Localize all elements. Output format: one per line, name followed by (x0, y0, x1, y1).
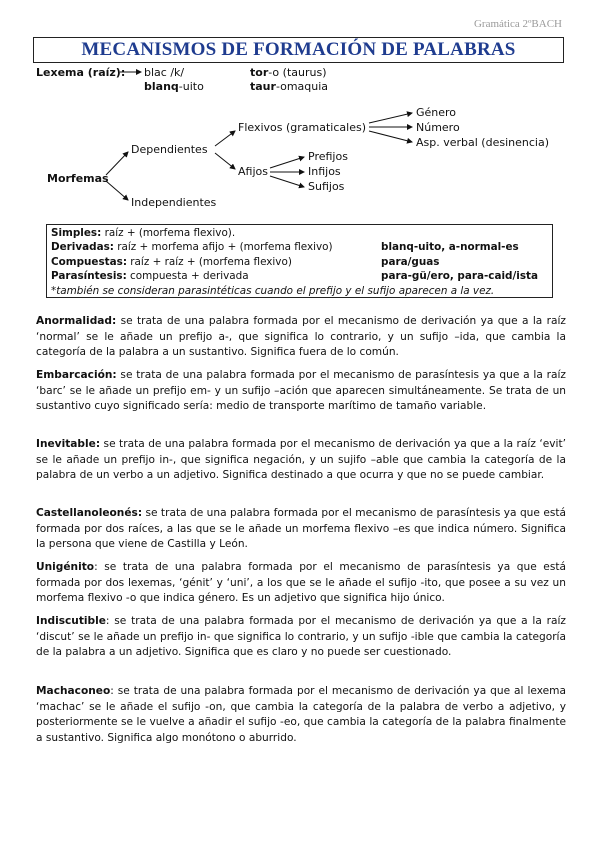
paragraph-term: Machaconeo (36, 685, 111, 697)
paragraph-term: Indiscutible (36, 615, 106, 627)
summary-text: raíz + raíz + (morfema flexivo) (126, 255, 292, 268)
paragraph-term: Unigénito (36, 561, 95, 573)
arrow-to-independientes (106, 181, 128, 200)
paragraph-text: : se trata de una palabra formada por el mecanismo de derivación ya que a la raíz ‘discut’ se le añade un prefijo in- que significa lo contrario, y un sufijo -ible que cambia la categoría de la palabra a un adjetivo. Significa que es claro y no puede ser cuestionado. (36, 615, 566, 659)
paragraph-text: : se trata de una palabra formada por el mecanismo de derivación ya que al lexema ‘machac’ se le añade el sufijo -on, que cambia la categoría de la palabra de verbo a adjetivo, y posteriormente se le vuelve a añadir el sufijo -eo, que cambia la categoría de la palabra finalmente a sustantivo. Significa algo monótono o aburrido. (36, 685, 566, 744)
summary-label: Derivadas: (51, 241, 114, 254)
lexema-label: Lexema (raíz): (36, 66, 126, 79)
arrow-to-sufijos (270, 176, 304, 187)
paragraph-term: Embarcación: (36, 369, 117, 381)
paragraph-text: se trata de una palabra formada por el mecanismo de parasíntesis ya que está formada por dos raíces, a las que se le añade un morfema flexivo –es que indica número. Significa la persona que viene de Castilla y León. (36, 507, 566, 551)
summary-text: raíz + (morfema flexivo). (101, 227, 236, 239)
paragraph-text: se trata de una palabra formada por el mecanismo de derivación ya que a la raíz ‘normal’ se le añade un prefijo a-, que significa lo contrario, y un sufijo –ida, que cambia la categoría de la palabra a un sustantivo. Significa fuera de lo común. (36, 315, 566, 359)
lexema-example-1a: blac /k/ (144, 66, 185, 79)
diagram-afijos: Afijos (238, 165, 268, 178)
paragraph-text: se trata de una palabra formada por el mecanismo de parasíntesis ya que a la raíz ‘barc’ se le añade un prefijo em- y un sufijo –ación que aparecen simultáneamente. Se trata de un sustantivo cuyo significado sería: medio de transporte marítimo de tamaño variable. (36, 369, 566, 413)
diagram-morfemas: Morfemas (47, 172, 109, 185)
summary-parasintesis (51, 269, 548, 283)
summary-label: Compuestas: (51, 255, 127, 268)
summary-example: blanq-uito, a-normal-es (381, 241, 519, 254)
lexema-root: blanq (144, 80, 179, 93)
arrow-to-dependientes (106, 152, 128, 175)
summary-text: raíz + morfema afijo + (morfema flexivo) (113, 241, 333, 254)
summary-label: Simples: (51, 227, 102, 239)
lexema-suffix: -o (taurus) (268, 66, 327, 79)
lexema-root: taur (250, 80, 276, 93)
summary-compuestas (51, 255, 548, 269)
diagram-flexivos: Flexivos (gramaticales) (238, 121, 366, 134)
summary-simples (51, 226, 548, 240)
diagram-genero: Género (416, 106, 457, 119)
diagram-asp: Asp. verbal (desinencia) (416, 136, 549, 149)
summary-derivadas (51, 240, 548, 254)
word-types-summary (46, 224, 553, 298)
paragraph-term: Castellanoleonés: (36, 507, 143, 519)
diagram-sufijos: Sufijos (308, 180, 345, 193)
summary-example: para-gü/ero, para-caid/ista (381, 270, 538, 283)
paragraph-term: Anormalidad: (36, 315, 117, 327)
summary-text: compuesta + derivada (126, 270, 249, 283)
arrow-to-prefijos (270, 157, 304, 168)
summary-example: para/guas (381, 255, 440, 268)
paragraph-text: : se trata de una palabra formada por el mecanismo de parasíntesis ya que está formada por dos lexemas, ‘génit’ y ‘uni’, a los que se le añade el sufijo -ito, que posee a su vez un morfema flexivo -o que indica género. Es un adjetivo que significa hijo único. (36, 561, 566, 605)
lexema-suffix: -omaquia (275, 80, 329, 93)
arrow-to-asp (369, 131, 412, 142)
summary-note: *también se consideran parasintéticas cuando el prefijo y el sufijo aparecen a la vez. (51, 284, 495, 297)
diagram-dependientes: Dependientes (131, 143, 208, 156)
paragraph-term: Inevitable: (36, 438, 101, 450)
paragraph-indiscutible (36, 614, 566, 661)
paragraph-machaconeo (36, 684, 566, 746)
diagram-prefijos: Prefijos (308, 150, 348, 163)
diagram-independientes: Independientes (131, 196, 217, 209)
paragraph-anormalidad (36, 314, 566, 361)
paragraph-embarcacion (36, 368, 566, 415)
diagram-infijos: Infijos (308, 165, 341, 178)
paragraph-unigenito (36, 560, 566, 607)
lexema-suffix: -uito (178, 80, 204, 93)
page-title: MECANISMOS DE FORMACIÓN DE PALABRAS (81, 39, 516, 60)
arrow-to-flexivos (215, 131, 235, 146)
header-note: Gramática 2ºBACH (473, 18, 562, 30)
paragraph-text: se trata de una palabra formada por el mecanismo de derivación ya que a la raíz ‘evit’ se le añade un prefijo in-, que significa negación, y un sujifo –able que cambia la categoría de la palabra de un verbo a un adjetivo. Significa destinado a que ocurra y que no se puede cambiar. (36, 438, 566, 482)
summary-label: Parasíntesis: (51, 270, 127, 283)
paragraph-inevitable (36, 437, 566, 484)
arrow-to-afijos (215, 153, 235, 169)
paragraph-castellanoleones (36, 506, 566, 553)
diagram-numero: Número (416, 121, 460, 134)
lexema-root: tor (250, 66, 269, 79)
arrow-to-genero (369, 113, 412, 123)
